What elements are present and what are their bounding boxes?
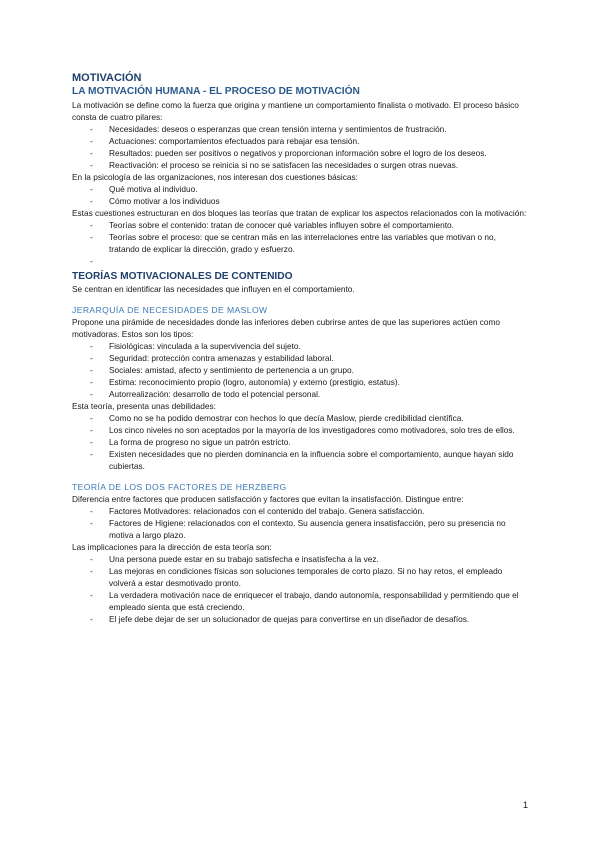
list-item: - Qué motiva al individuo.: [90, 184, 198, 194]
list-item: - Factores de Higiene: relacionados con el contexto. Su ausencia genera insatisfacción, pero su presencia no motiva a largo plazo.: [90, 518, 506, 540]
list-item: - Resultados: pueden ser positivos o negativos y proporcionan información sobre el logro de los deseos.: [90, 148, 487, 158]
list-item: - Los cinco niveles no son aceptados por la mayoría de los investigadores como motivadores, solo tres de ellos.: [90, 425, 515, 435]
list-herzberg-factors: [72, 505, 528, 541]
list-questions: [72, 183, 528, 207]
list-item: - Estima: reconocimiento propio (logro, autonomía) y externo (prestigio, estatus).: [90, 377, 400, 387]
page-content: [72, 72, 528, 625]
list-item: - Las mejoras en condiciones físicas son soluciones temporales de corto plazo. Si no hay retos, el empleado volverá a estar desmotivado pronto.: [90, 566, 503, 588]
list-item: - Como no se ha podido demostrar con hechos lo que decía Maslow, pierde credibilidad científica.: [90, 413, 464, 423]
list-item: - Actuaciones: comportamientos efectuados para rebajar esa tensión.: [90, 136, 360, 146]
list-item: - Autorrealización: desarrollo de todo el potencial personal.: [90, 389, 321, 399]
subsection-heading-maslow: JERARQUÍA DE NECESIDADES DE MASLOW: [72, 305, 268, 315]
list-item: - El jefe debe dejar de ser un solucionador de quejas para convertirse en un diseñador de desafíos.: [90, 614, 470, 624]
list-item: - Reactivación: el proceso se reinicia si no se satisfacen las necesidades o surgen otras nuevas.: [90, 160, 459, 170]
section-heading-motivacion-humana: LA MOTIVACIÓN HUMANA - EL PROCESO DE MOTIVACIÓN: [72, 86, 360, 97]
paragraph-intro: La motivación se define como la fuerza que origina y mantiene un comportamiento finalista o motivado. El proceso básico consta de cuatro pilares:: [72, 100, 519, 122]
list-item: - Teorías sobre el proceso: que se centran más en las interrelaciones entre las variables que motivan o no, tratando de explicar la dirección, grado y esfuerzo.: [90, 232, 496, 254]
paragraph-teorias-intro: Se centran en identificar las necesidades que influyen en el comportamiento.: [72, 284, 355, 294]
list-maslow-weaknesses: [72, 412, 528, 472]
page-number: 1: [522, 800, 528, 810]
list-pillars: [72, 123, 528, 171]
list-item: - La verdadera motivación nace de enriquecer el trabajo, dando autonomía, responsabilidad y permitiendo que el empleado sienta que está creciendo.: [90, 590, 519, 612]
subsection-heading-herzberg: TEORÍA DE LOS DOS FACTORES DE HERZBERG: [72, 482, 287, 492]
list-item: - Fisiológicas: vinculada a la supervivencia del sujeto.: [90, 341, 301, 351]
list-blocks: [72, 219, 528, 267]
paragraph-organizaciones: En la psicología de las organizaciones, nos interesan dos cuestiones básicas:: [72, 172, 358, 182]
list-item: - La forma de progreso no sigue un patrón estricto.: [90, 437, 291, 447]
document-title: MOTIVACIÓN: [72, 72, 142, 84]
list-item: - Cómo motivar a los individuos: [90, 196, 220, 206]
paragraph-herzberg-intro: Diferencia entre factores que producen satisfacción y factores que evitan la insatisfacción. Distingue entre:: [72, 494, 464, 504]
list-item: - Teorías sobre el contenido: tratan de conocer qué variables influyen sobre el comportamiento.: [90, 220, 454, 230]
list-item: - Necesidades: deseos o esperanzas que crean tensión interna y sentimientos de frustración.: [90, 124, 447, 134]
list-item: - Sociales: amistad, afecto y sentimiento de pertenencia a un grupo.: [90, 365, 354, 375]
paragraph-herzberg-implicaciones: Las implicaciones para la dirección de esta teoría son:: [72, 542, 272, 552]
list-maslow-types: [72, 340, 528, 400]
paragraph-maslow-debilidades: Esta teoría, presenta unas debilidades:: [72, 401, 216, 411]
section-heading-teorias-contenido: TEORÍAS MOTIVACIONALES DE CONTENIDO: [72, 271, 293, 282]
list-item-empty: -: [90, 256, 93, 266]
list-item: - Una persona puede estar en su trabajo satisfecha e insatisfecha a la vez.: [90, 554, 379, 564]
list-item: - Seguridad: protección contra amenazas y estabilidad laboral.: [90, 353, 334, 363]
list-herzberg-implications: [72, 553, 528, 625]
list-item: - Existen necesidades que no pierden dominancia en la influencia sobre el comportamiento, aunque hayan sido cubiertas.: [90, 449, 514, 471]
paragraph-bloques: Estas cuestiones estructuran en dos bloques las teorías que tratan de explicar los aspectos relacionados con la motivación:: [72, 208, 527, 218]
list-item: - Factores Motivadores: relacionados con el contenido del trabajo. Genera satisfacción.: [90, 506, 425, 516]
paragraph-maslow-intro: Propone una pirámide de necesidades donde las inferiores deben cubrirse antes de que las superiores actúen como motivadoras. Estos son los tipos:: [72, 317, 501, 339]
